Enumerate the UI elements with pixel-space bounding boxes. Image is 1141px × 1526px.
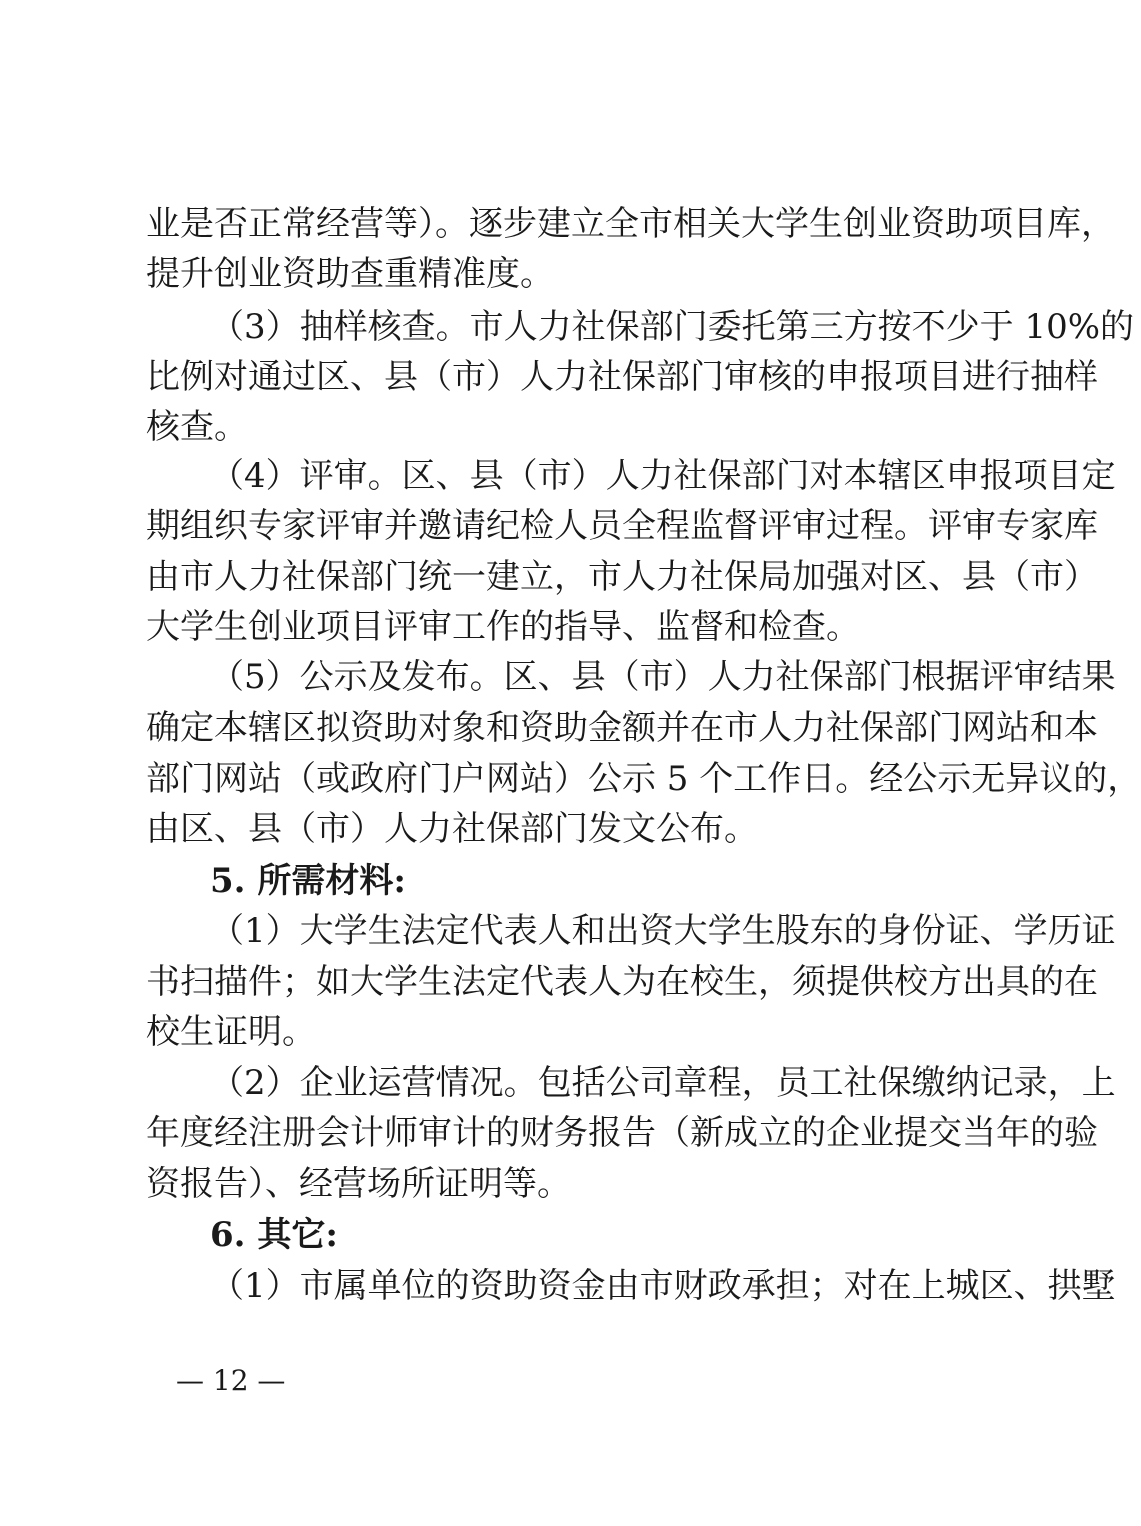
- body-line: 年度经注册会计师审计的财务报告（新成立的企业提交当年的验: [146, 1113, 1098, 1153]
- body-line: （1）市属单位的资助资金由市财政承担；对在上城区、拱墅: [210, 1266, 1116, 1306]
- body-line: 提升创业资助查重精准度。: [146, 254, 554, 294]
- body-line: 大学生创业项目评审工作的指导、监督和检查。: [146, 607, 860, 647]
- body-line: 业是否正常经营等）。逐步建立全市相关大学生创业资助项目库，: [146, 204, 1115, 244]
- section-heading: 6. 其它:: [210, 1215, 338, 1255]
- body-line: 比例对通过区、县（市）人力社保部门审核的申报项目进行抽样: [146, 357, 1098, 397]
- body-line: （3）抽样核查。市人力社保部门委托第三方按不少于 10%的: [210, 307, 1135, 347]
- body-line: 书扫描件；如大学生法定代表人为在校生，须提供校方出具的在: [146, 962, 1098, 1002]
- body-line: 由市人力社保部门统一建立，市人力社保局加强对区、县（市）: [146, 557, 1098, 597]
- body-line: （4）评审。区、县（市）人力社保部门对本辖区申报项目定: [210, 456, 1116, 496]
- body-line: 资报告）、经营场所证明等。: [146, 1164, 571, 1204]
- body-line: （2）企业运营情况。包括公司章程，员工社保缴纳记录，上: [210, 1063, 1116, 1103]
- body-line: （5）公示及发布。区、县（市）人力社保部门根据评审结果: [210, 657, 1116, 697]
- body-line: 核查。: [146, 407, 248, 447]
- page-number: — 12 —: [176, 1364, 286, 1397]
- body-line: 校生证明。: [146, 1012, 316, 1052]
- body-line: 部门网站（或政府门户网站）公示 5 个工作日。经公示无异议的，: [146, 759, 1141, 799]
- body-line: 由区、县（市）人力社保部门发文公布。: [146, 809, 758, 849]
- body-line: 确定本辖区拟资助对象和资助金额并在市人力社保部门网站和本: [146, 708, 1098, 748]
- body-line: （1）大学生法定代表人和出资大学生股东的身份证、学历证: [210, 911, 1116, 951]
- body-line: 期组织专家评审并邀请纪检人员全程监督评审过程。评审专家库: [146, 506, 1098, 546]
- section-heading: 5. 所需材料:: [210, 861, 406, 901]
